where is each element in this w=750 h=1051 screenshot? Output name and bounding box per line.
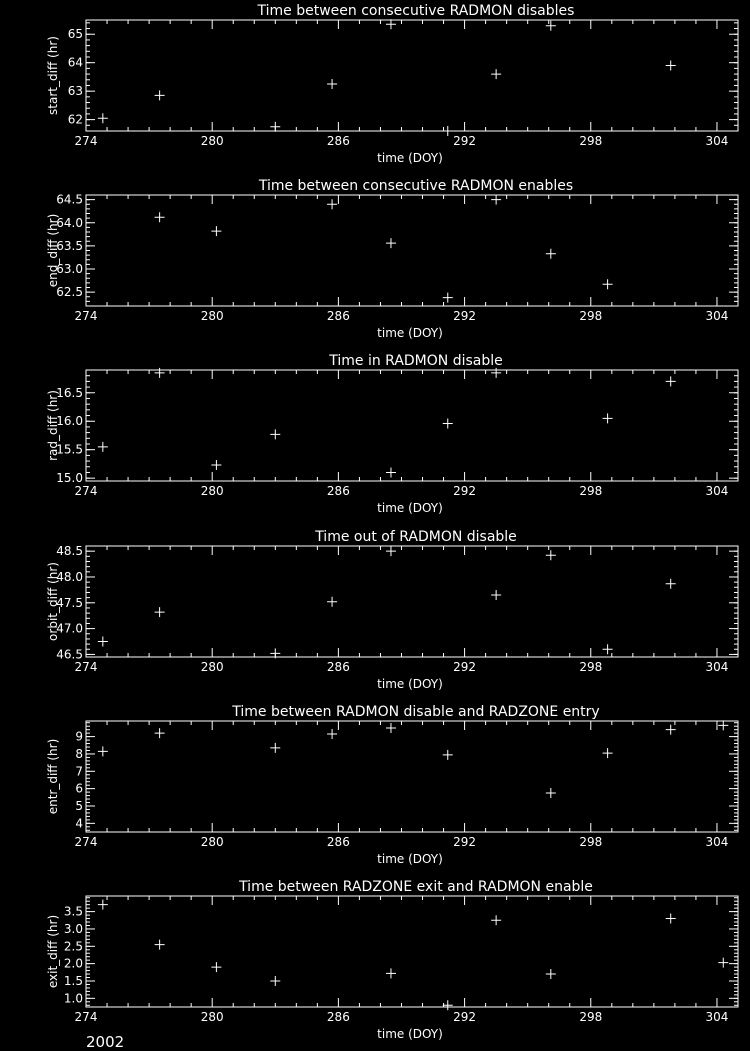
- data-point-marker: [386, 723, 396, 733]
- y-tick-label: 65: [67, 27, 83, 42]
- x-tick-label: 280: [200, 660, 224, 674]
- plot-frame: [86, 721, 738, 832]
- y-tick-label: 48.5: [56, 544, 83, 559]
- data-point-marker: [98, 900, 108, 910]
- x-tick-label: 304: [705, 660, 729, 674]
- data-point-marker: [603, 644, 613, 654]
- data-point-marker: [155, 212, 165, 222]
- x-tick-label: 304: [705, 309, 729, 323]
- data-point-marker: [270, 122, 280, 132]
- y-tick-label: 6: [75, 781, 83, 796]
- plot-frame: [86, 20, 738, 131]
- data-point-marker: [666, 376, 676, 386]
- data-point-marker: [443, 293, 453, 303]
- chart-title: Time in RADMON disable: [329, 353, 503, 369]
- chart-panel-4: [86, 546, 738, 658]
- data-point-marker: [270, 743, 280, 753]
- data-point-marker: [546, 788, 556, 798]
- data-point-marker: [443, 750, 453, 760]
- data-point-marker: [666, 61, 676, 71]
- data-point-marker: [491, 368, 501, 378]
- x-tick-label: 286: [326, 309, 350, 323]
- x-tick-label: 274: [74, 134, 98, 148]
- chart-title: Time between consecutive RADMON disables: [257, 3, 575, 19]
- x-tick-label: 292: [453, 309, 477, 323]
- data-point-marker: [98, 637, 108, 647]
- x-tick-label: 274: [74, 484, 98, 498]
- y-tick-label: 48.0: [56, 569, 83, 584]
- data-point-marker: [718, 958, 728, 968]
- data-point-marker: [155, 368, 165, 378]
- y-tick-label: 5: [75, 798, 83, 813]
- x-tick-label: 292: [453, 1010, 477, 1024]
- x-tick-label: 298: [579, 835, 603, 849]
- chart-title: Time between RADZONE exit and RADMON enable: [239, 879, 593, 895]
- x-tick-label: 286: [326, 660, 350, 674]
- y-axis-label: rad_diff (hr): [46, 390, 60, 461]
- x-axis-label: time (DOY): [377, 501, 443, 515]
- x-tick-label: 280: [200, 134, 224, 148]
- chart-panel-5: [86, 720, 738, 832]
- chart-title: Time between consecutive RADMON enables: [258, 178, 574, 194]
- x-axis-label: time (DOY): [377, 326, 443, 340]
- y-axis-label: entr_diff (hr): [46, 738, 60, 815]
- y-tick-label: 64: [67, 55, 83, 70]
- x-tick-label: 292: [453, 835, 477, 849]
- data-point-marker: [327, 729, 337, 739]
- x-tick-label: 274: [74, 660, 98, 674]
- data-point-marker: [211, 226, 221, 236]
- x-tick-label: 298: [579, 484, 603, 498]
- y-tick-label: 62: [67, 112, 83, 127]
- data-point-marker: [491, 195, 501, 205]
- data-point-marker: [155, 940, 165, 950]
- data-point-marker: [546, 249, 556, 259]
- x-axis-label: time (DOY): [377, 1027, 443, 1041]
- x-tick-label: 274: [74, 835, 98, 849]
- y-tick-label: 47.0: [56, 621, 83, 636]
- x-axis-label: time (DOY): [377, 677, 443, 691]
- y-axis-label: start_diff (hr): [46, 36, 60, 115]
- x-tick-label: 280: [200, 1010, 224, 1024]
- x-tick-label: 280: [200, 484, 224, 498]
- y-tick-label: 1.5: [63, 973, 83, 988]
- year-label: 2002: [86, 1033, 125, 1051]
- data-point-marker: [491, 69, 501, 79]
- plot-frame: [86, 546, 738, 657]
- y-tick-label: 15.5: [56, 442, 83, 457]
- data-point-marker: [211, 962, 221, 972]
- chart-panel-2: [86, 195, 738, 306]
- plot-frame: [86, 896, 738, 1007]
- y-axis-label: exit_diff (hr): [46, 914, 60, 989]
- data-point-marker: [98, 746, 108, 756]
- x-tick-label: 304: [705, 484, 729, 498]
- x-tick-label: 274: [74, 309, 98, 323]
- data-point-marker: [327, 199, 337, 209]
- chart-panel-1: [86, 19, 738, 136]
- data-point-marker: [603, 413, 613, 423]
- data-point-marker: [546, 550, 556, 560]
- y-tick-label: 46.5: [56, 647, 83, 662]
- data-point-marker: [327, 597, 337, 607]
- y-tick-label: 64.5: [56, 192, 83, 207]
- data-point-marker: [666, 579, 676, 589]
- x-tick-label: 280: [200, 309, 224, 323]
- y-tick-label: 62.5: [56, 285, 83, 300]
- y-tick-label: 16.5: [56, 385, 83, 400]
- y-tick-label: 63.5: [56, 238, 83, 253]
- x-tick-label: 286: [326, 835, 350, 849]
- data-point-marker: [666, 914, 676, 924]
- x-tick-label: 292: [453, 484, 477, 498]
- x-tick-label: 298: [579, 660, 603, 674]
- data-point-marker: [491, 590, 501, 600]
- y-tick-label: 1.0: [63, 991, 83, 1006]
- data-point-marker: [386, 546, 396, 556]
- x-axis-label: time (DOY): [377, 151, 443, 165]
- data-point-marker: [155, 728, 165, 738]
- x-tick-label: 298: [579, 134, 603, 148]
- data-point-marker: [98, 442, 108, 452]
- data-point-marker: [155, 90, 165, 100]
- x-tick-label: 298: [579, 1010, 603, 1024]
- chart-title: Time out of RADMON disable: [315, 529, 517, 545]
- y-tick-label: 2.5: [63, 939, 83, 954]
- data-point-marker: [270, 976, 280, 986]
- x-tick-label: 286: [326, 1010, 350, 1024]
- data-point-marker: [98, 113, 108, 123]
- x-tick-label: 280: [200, 835, 224, 849]
- data-point-marker: [443, 126, 453, 136]
- data-point-marker: [386, 968, 396, 978]
- x-tick-label: 304: [705, 1010, 729, 1024]
- x-tick-label: 304: [705, 835, 729, 849]
- data-point-marker: [718, 720, 728, 730]
- plot-frame: [86, 195, 738, 306]
- data-point-marker: [443, 419, 453, 429]
- y-axis-label: end_diff (hr): [46, 213, 60, 288]
- y-tick-label: 15.0: [56, 471, 83, 486]
- data-point-marker: [386, 19, 396, 29]
- data-point-marker: [270, 429, 280, 439]
- y-tick-label: 9: [75, 729, 83, 744]
- y-tick-label: 16.0: [56, 414, 83, 429]
- x-tick-label: 298: [579, 309, 603, 323]
- data-point-marker: [386, 238, 396, 248]
- y-tick-label: 7: [75, 764, 83, 779]
- y-tick-label: 3.5: [63, 904, 83, 919]
- y-tick-label: 63: [67, 84, 83, 99]
- data-point-marker: [443, 1000, 453, 1010]
- x-tick-label: 286: [326, 484, 350, 498]
- y-tick-label: 8: [75, 746, 83, 761]
- data-point-marker: [211, 460, 221, 470]
- y-tick-label: 4: [75, 816, 83, 831]
- y-axis-label: orbit_diff (hr): [46, 562, 60, 641]
- chart-panel-6: [86, 896, 738, 1010]
- data-point-marker: [603, 279, 613, 289]
- data-point-marker: [546, 969, 556, 979]
- x-tick-label: 304: [705, 134, 729, 148]
- x-tick-label: 292: [453, 660, 477, 674]
- y-tick-label: 2.0: [63, 956, 83, 971]
- data-point-marker: [327, 79, 337, 89]
- data-point-marker: [546, 21, 556, 31]
- x-tick-label: 274: [74, 1010, 98, 1024]
- y-tick-label: 64.0: [56, 215, 83, 230]
- chart-title: Time between RADMON disable and RADZONE entry: [232, 704, 600, 720]
- data-point-marker: [155, 607, 165, 617]
- chart-panel-3: [86, 368, 738, 481]
- data-point-marker: [386, 467, 396, 477]
- data-point-marker: [491, 915, 501, 925]
- data-point-marker: [666, 725, 676, 735]
- y-tick-label: 3.0: [63, 921, 83, 936]
- x-tick-label: 292: [453, 134, 477, 148]
- y-tick-label: 63.0: [56, 262, 83, 276]
- x-axis-label: time (DOY): [377, 852, 443, 866]
- x-tick-label: 286: [326, 134, 350, 148]
- plot-frame: [86, 370, 738, 481]
- y-tick-label: 47.5: [56, 595, 83, 610]
- data-point-marker: [603, 748, 613, 758]
